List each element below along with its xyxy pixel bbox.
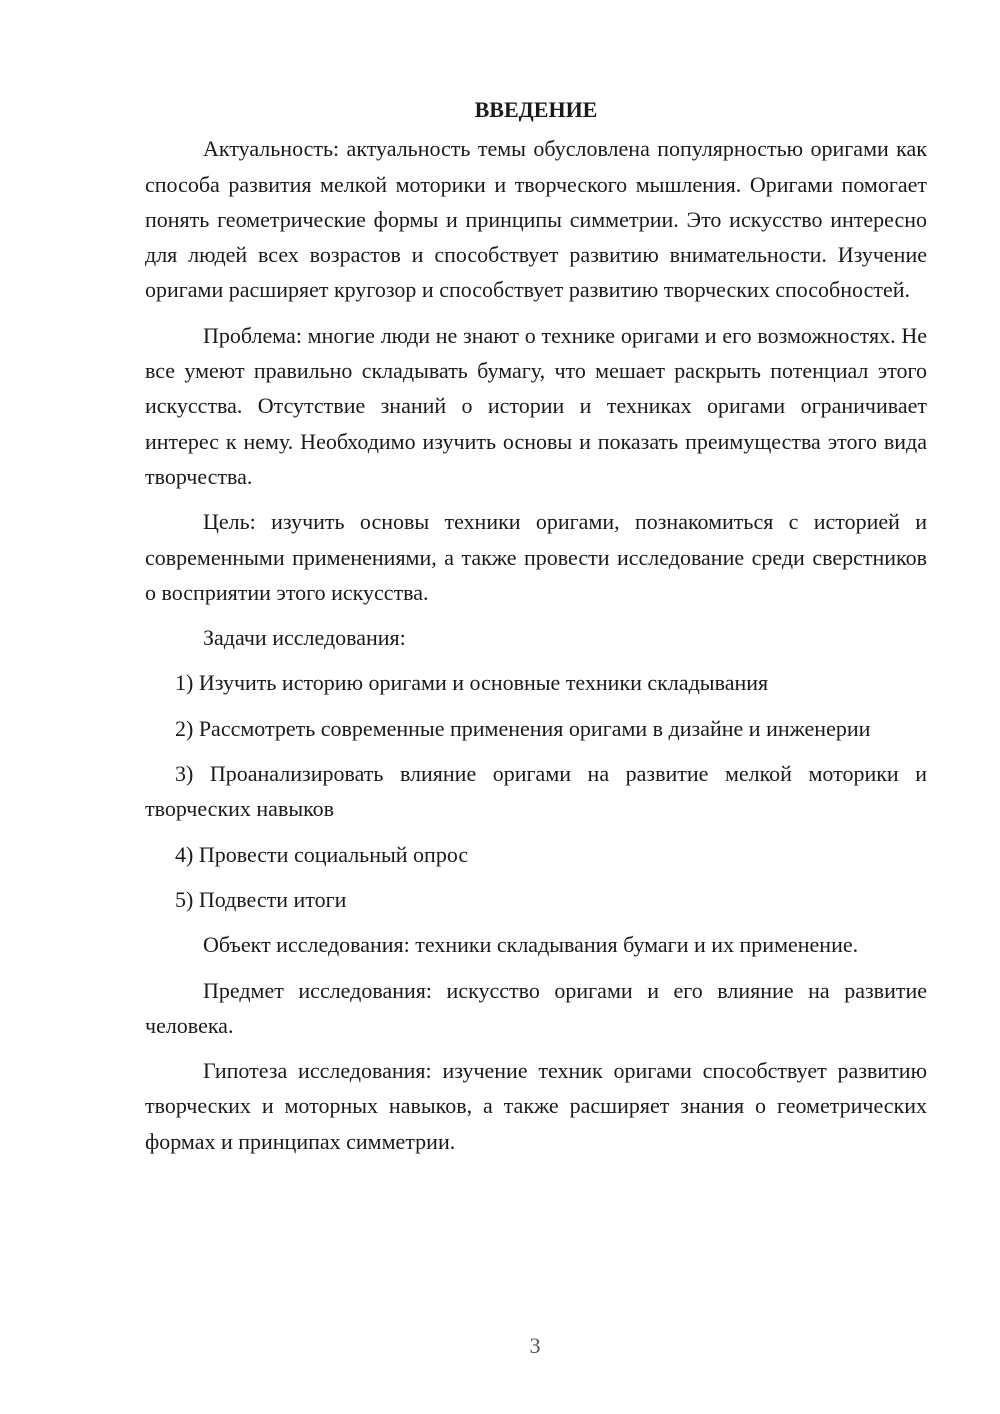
list-item: 5) Подвести итоги [175,886,347,912]
page-number: 3 [529,1333,541,1358]
subject-paragraph: Предмет исследования: искусство оригами и его влияние на развитие человека. [145,977,927,1038]
hypothesis-paragraph: Гипотеза исследования: изучение техник оригами способствует развитию творческих и моторных навыков, а также расширяет знания о геометрических формах и принципах симметрии. [145,1058,927,1154]
page-title: ВВЕДЕНИЕ [474,97,598,122]
document-page [145,92,927,1169]
problem-paragraph: Проблема: многие люди не знают о технике оригами и его возможностях. Не все умеют правильно складывать бумагу, что мешает раскрыть потенциал этого искусства. Отсутствие знаний о истории и техниках оригами ограничивает интерес к нему. Необходимо изучить основы и показать преимущества этого вида творчества. [145,322,927,489]
tasks-label: Задачи исследования: [203,625,406,651]
tasks-list [145,665,927,917]
goal-paragraph: Цель: изучить основы техники оригами, познакомиться с историей и современными применениями, а также провести исследование среди сверстников о восприятии этого искусства. [145,509,927,605]
object-paragraph: Объект исследования: техники складывания бумаги и их применение. [203,932,859,958]
list-item: 4) Провести социальный опрос [175,841,469,867]
list-item: 2) Рассмотреть современные применения оригами в дизайне и инженерии [175,715,871,741]
list-item: 3) Проанализировать влияние оригами на развитие мелкой моторики и творческих навыков [145,761,927,822]
relevance-paragraph: Актуальность: актуальность темы обусловлена популярностью оригами как способа развития мелкой моторики и творческого мышления. Оригами помогает понять геометрические формы и принципы симметрии. Это искусство интересно для людей всех возрастов и способствует развитию внимательности. Изучение оригами расширяет кругозор и способствует развитию творческих способностей. [145,136,927,303]
list-item: 1) Изучить историю оригами и основные техники складывания [175,670,769,696]
